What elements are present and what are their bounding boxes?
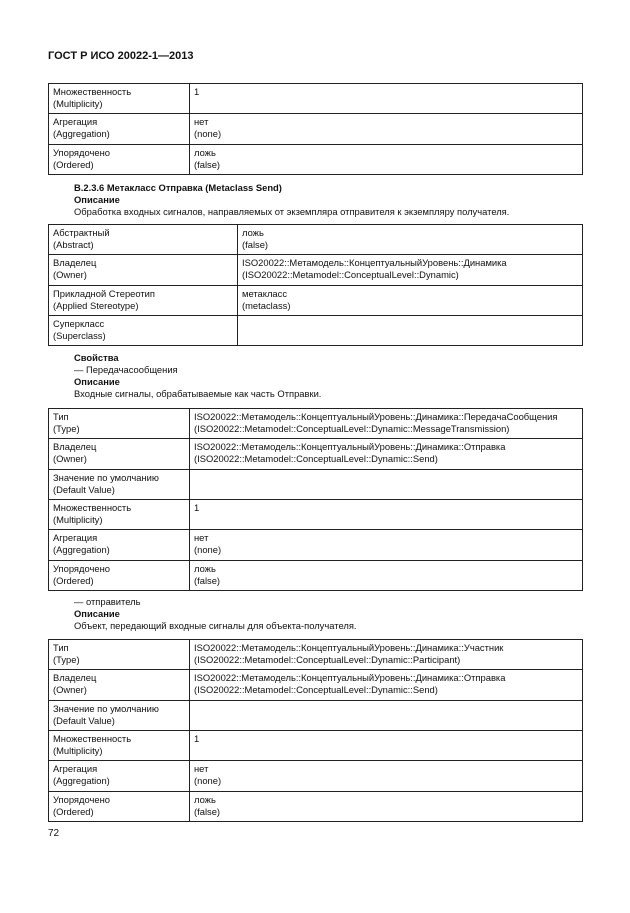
table-row	[49, 470, 583, 500]
table-row	[49, 761, 583, 792]
properties-label: Свойства	[74, 352, 119, 363]
property-item: — Передачасообщения	[74, 364, 178, 375]
table-row	[49, 439, 583, 470]
table-sender	[48, 639, 583, 822]
property-value-cell: ISO20022::Метамодель::КонцептуальныйУровень::Динамика::ПередачаСообщения (ISO20022::Metamodel::ConceptualLevel::Dynamic::MessageTransmission)	[190, 409, 583, 439]
table-row	[49, 500, 583, 530]
description-text: Объект, передающий входные сигналы для объекта-получателя.	[74, 620, 357, 631]
table-message-transmission	[48, 408, 583, 591]
property-value-cell: ложь (false)	[190, 145, 583, 175]
table-row	[49, 530, 583, 561]
table-metaclass-send	[48, 224, 583, 346]
property-value-cell: ISO20022::Метамодель::КонцептуальныйУровень::Динамика (ISO20022::Metamodel::ConceptualLevel::Dynamic)	[238, 255, 583, 286]
table-row	[49, 731, 583, 761]
document-header: ГОСТ Р ИСО 20022-1—2013	[48, 50, 194, 62]
properties-block	[74, 352, 321, 400]
property-name-cell: Владелец (Owner)	[49, 439, 190, 470]
property-name-cell: Упорядочено (Ordered)	[49, 145, 190, 175]
table-row	[49, 316, 583, 346]
property-name-cell: Множественность (Multiplicity)	[49, 500, 190, 530]
table-row	[49, 286, 583, 316]
property-name-cell: Тип (Type)	[49, 409, 190, 439]
property-value-cell: ISO20022::Метамодель::КонцептуальныйУровень::Динамика::Отправка (ISO20022::Metamodel::ConceptualLevel::Dynamic::Send)	[190, 439, 583, 470]
property-name-cell: Значение по умолчанию (Default Value)	[49, 701, 190, 731]
property-value-cell: ложь (false)	[190, 561, 583, 591]
property-name-cell: Упорядочено (Ordered)	[49, 792, 190, 822]
property-name-cell: Владелец (Owner)	[49, 255, 238, 286]
description-label: Описание	[74, 376, 120, 387]
table-row	[49, 670, 583, 701]
description-text: Входные сигналы, обрабатываемые как часть Отправки.	[74, 388, 322, 399]
property-name-cell: Прикладной Стереотип (Applied Stereotype)	[49, 286, 238, 316]
property-name-cell: Тип (Type)	[49, 640, 190, 670]
property-value-cell: ложь (false)	[238, 225, 583, 255]
property-value-cell	[190, 470, 583, 500]
property-name-cell: Агрегация (Aggregation)	[49, 761, 190, 792]
table-row	[49, 255, 583, 286]
property-name-cell: Значение по умолчанию (Default Value)	[49, 470, 190, 500]
property-item: — отправитель	[74, 596, 141, 607]
property-name-cell: Владелец (Owner)	[49, 670, 190, 701]
section-title: В.2.3.6 Метакласс Отправка (Metaclass Send)	[74, 182, 282, 193]
property-value-cell: ISO20022::Метамодель::КонцептуальныйУровень::Динамика::Участник (ISO20022::Metamodel::ConceptualLevel::Dynamic::Participant)	[190, 640, 583, 670]
property-value-cell: нет (none)	[190, 530, 583, 561]
description-text: Обработка входных сигналов, направляемых от экземпляра отправителя к экземпляру получателя.	[74, 206, 510, 217]
page-number: 72	[48, 828, 60, 839]
property-value-cell: 1	[190, 84, 583, 114]
table-row	[49, 701, 583, 731]
property-value-cell	[238, 316, 583, 346]
property-value-cell: 1	[190, 731, 583, 761]
property-name-cell: Агрегация (Aggregation)	[49, 530, 190, 561]
property-value-cell: ISO20022::Метамодель::КонцептуальныйУровень::Динамика::Отправка (ISO20022::Metamodel::ConceptualLevel::Dynamic::Send)	[190, 670, 583, 701]
property-name-cell: Множественность (Multiplicity)	[49, 731, 190, 761]
property-name-cell: Суперкласс (Superclass)	[49, 316, 238, 346]
table-row	[49, 145, 583, 175]
property-value-cell: 1	[190, 500, 583, 530]
section-send	[74, 182, 509, 218]
property-value-cell: нет (none)	[190, 761, 583, 792]
property-value-cell: ложь (false)	[190, 792, 583, 822]
property-name-cell: Множественность (Multiplicity)	[49, 84, 190, 114]
property-value-cell: нет (none)	[190, 114, 583, 145]
table-row	[49, 561, 583, 591]
table-multiplicity-aggregation	[48, 83, 583, 175]
table-row	[49, 409, 583, 439]
table-row	[49, 225, 583, 255]
property-name-cell: Агрегация (Aggregation)	[49, 114, 190, 145]
description-label: Описание	[74, 194, 120, 205]
description-label: Описание	[74, 608, 120, 619]
property-name-cell: Абстрактный (Abstract)	[49, 225, 238, 255]
table-row	[49, 640, 583, 670]
table-row	[49, 114, 583, 145]
property-value-cell: метакласс (metaclass)	[238, 286, 583, 316]
property-sender-block	[74, 596, 357, 632]
property-value-cell	[190, 701, 583, 731]
table-row	[49, 792, 583, 822]
table-row	[49, 84, 583, 114]
property-name-cell: Упорядочено (Ordered)	[49, 561, 190, 591]
